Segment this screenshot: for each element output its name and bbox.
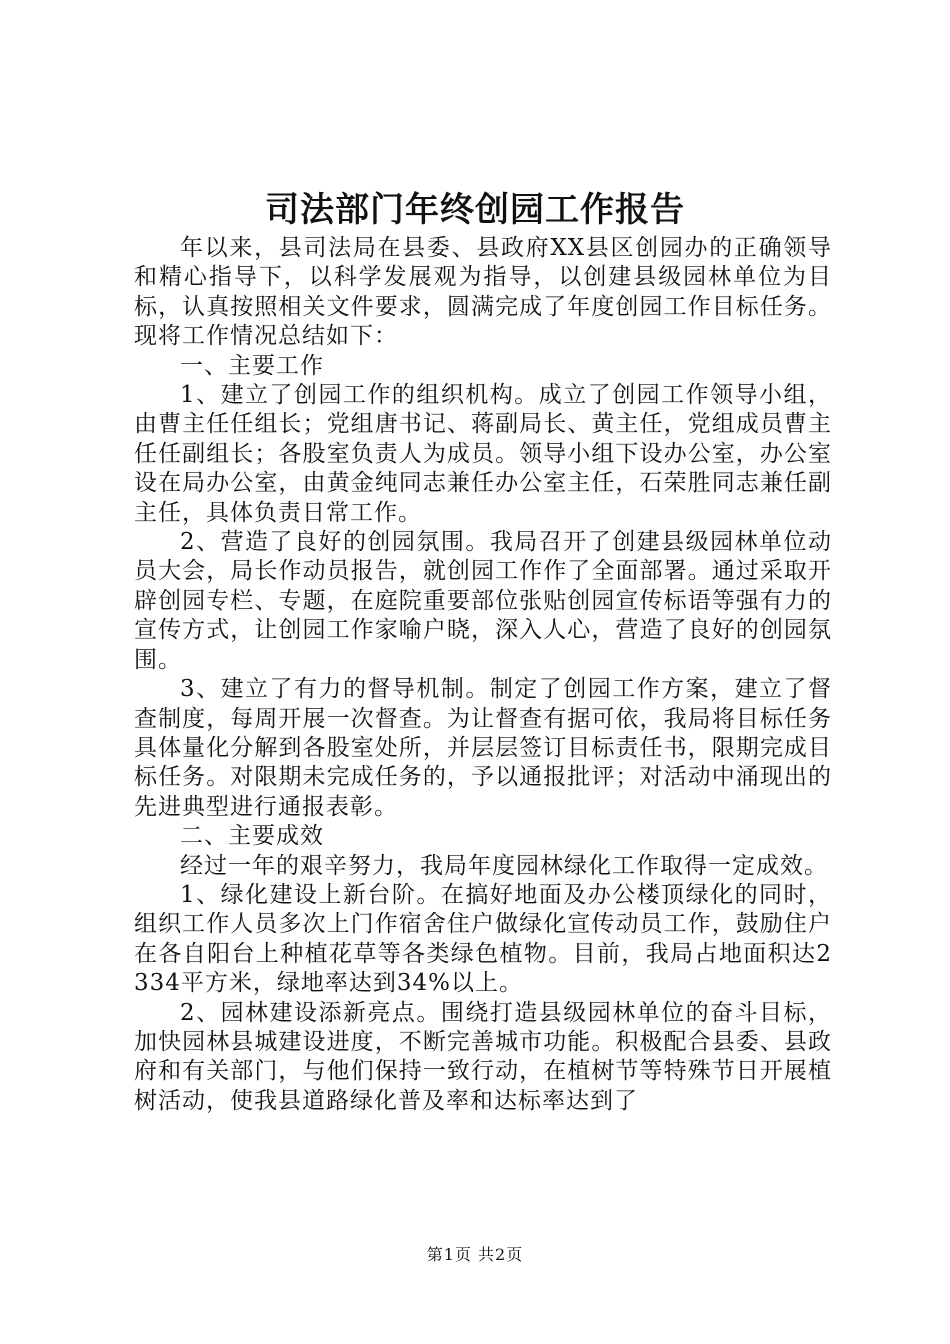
section-heading: 一、主要工作	[180, 352, 324, 379]
paragraph: 2、园林建设添新亮点。围绕打造县级园林单位的奋斗目标，加快园林县城建设进度，不断完善城市功能。积极配合县委、县政府和有关部门，与他们保持一致行动，在植树节等特殊节日开展植树活动，使我县道路绿化普及率和达标率达到了	[134, 999, 832, 1114]
document-body	[134, 234, 832, 1116]
paragraph: 3、建立了有力的督导机制。制定了创园工作方案，建立了督查制度，每周开展一次督查。为让督查有据可依，我局将目标任务具体量化分解到各股室处所，并层层签订目标责任书，限期完成目标任务。对限期未完成任务的，予以通报批评；对活动中涌现出的先进典型进行通报表彰。	[134, 676, 832, 820]
paragraph: 1、建立了创园工作的组织机构。成立了创园工作领导小组，由曹主任任组长；党组唐书记、蒋副局长、黄主任，党组成员曹主任任副组长；各股室负责人为成员。领导小组下设办公室，办公室设在局办公室，由黄金纯同志兼任办公室主任，石荣胜同志兼任副主任，具体负责日常工作。	[134, 382, 832, 526]
paragraph: 2、营造了良好的创园氛围。我局召开了创建县级园林单位动员大会，局长作动员报告，就创园工作作了全面部署。通过采取开辟创园专栏、专题，在庭院重要部位张贴创园宣传标语等强有力的宣传方式，让创园工作家喻户晓，深入人心，营造了良好的创园氛围。	[134, 529, 832, 673]
section-heading: 二、主要成效	[180, 823, 324, 850]
page-footer: 第1页 共2页	[426, 1245, 524, 1264]
paragraph: 年以来，县司法局在县委、县政府XX县区创园办的正确领导和精心指导下，以科学发展观为指导，以创建县级园林单位为目标，认真按照相关文件要求，圆满完成了年度创园工作目标任务。现将工作情况总结如下：	[134, 235, 832, 350]
document-title: 司法部门年终创园工作报告	[265, 190, 685, 230]
paragraph: 1、绿化建设上新台阶。在搞好地面及办公楼顶绿化的同时，组织工作人员多次上门作宿舍住户做绿化宣传动员工作，鼓励住户在各自阳台上种植花草等各类绿色植物。目前，我局占地面积达2334平方米，绿地率达到34%以上。	[134, 881, 832, 997]
paragraph: 经过一年的艰辛努力，我局年度园林绿化工作取得一定成效。	[180, 852, 828, 879]
